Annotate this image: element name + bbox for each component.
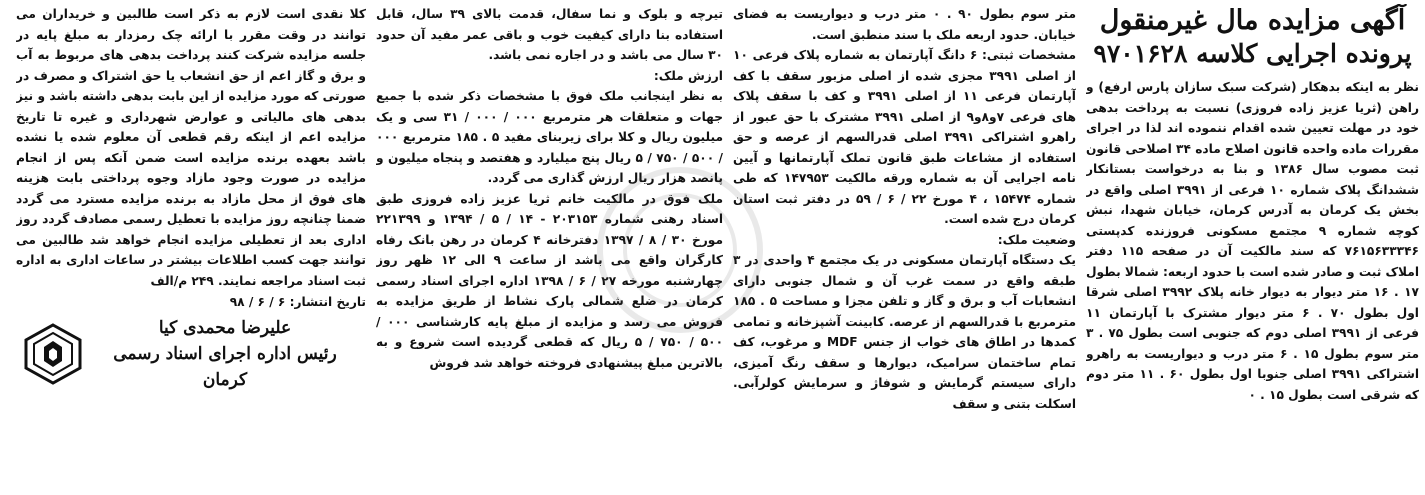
- signer-name: علیرضا محمدی کیا: [158, 318, 292, 338]
- signer-title: رئیس اداره اجرای اسناد رسمی: [113, 344, 337, 364]
- sabt-emblem-icon: [22, 323, 84, 385]
- property-status-continued: تیرچه و بلوک و نما سفال، قدمت بالای ۳۹ سال، قابل استفاده بنا دارای کیفیت خوب و باقی عمر مفید آن حدود ۳۰ سال می باشد و در اجاره نمی باشد.: [376, 7, 723, 62]
- column-2: [733, 4, 1076, 495]
- column-1: [1086, 4, 1419, 495]
- notice-intro-paragraph: نظر به اینکه بدهکار (شرکت سبک سازان پارس ارفع) و راهن (ثریا عزیز زاده فروزی) نسبت به پرداخت بدهی خود در مهلت تعیین شده اقدام ننموده اند لذا در اجرای مقررات ماده واحده قانون اصلاح ماده ۳۴ اصلاحی قانون ثبت مصوب سال ۱۳۸۶ و بنا به درخواست بستانکار ششدانگ پلاک شماره ۱۰ فرعی از ۳۹۹۱ اصلی واقع در بخش یک کرمان به آدرس کرمان، خیابان شهدا، نبش کوچه شماره ۹ مجتمع مسکونی فروزنده کدپستی ۷۶۱۵۶۳۳۳۴۶ که سند مالکیت آن در صفحه ۱۱۵ دفتر املاک ثبت و صادر شده است با حدود اربعه: شمالا بطول ۱۷ . ۱۶ متر دیوار به دیوار خانه پلاک ۳۹۹۲ اصلی شرقا اول بطول ۷۰ . ۶ متر دیوار مشترک با آپارتمان ۱۱ فرعی از ۳۹۹۱ اصلی دوم که جنوبی است بطول ۷۵ . ۳ متر سوم بطول ۱۵ . ۶ متر درب و دیواریست به راهرو اشتراکی ۳۹۹۱ اصلی جنوبا اول بطول ۶۰ . ۱۱ متر دوم که شرقی است بطول ۱۵ . ۰: [1086, 80, 1419, 402]
- boundaries-continued: متر سوم بطول ۹۰ . ۰ متر درب و دیواریست به فضای خیابان. حدود اربعه ملک با سند منطبق است.: [733, 7, 1076, 42]
- registration-details: مشخصات ثبتی: ۶ دانگ آپارتمان به شماره پلاک فرعی ۱۰ از اصلی ۳۹۹۱ مجزی شده از اصلی مزبور سقف با کف آپارتمان فرعی ۱۱ از اصلی ۳۹۹۱ و کف با سقف پلاک های فرعی ۷و۸و۹ از اصلی ۳۹۹۱ مشترک با حق عبور از راهرو اشتراکی ۳۹۹۱ اصلی قدرالسهم از عرصه و حق استفاده از مشاعات طبق قانون تملک آپارتمانها و آیین نامه اجرایی آن به شماره ورقه مالکیت ۱۴۷۹۵۳ که طی شماره ۱۵۴۷۴ ، ۴ مورخ ۲۲ / ۶ / ۵۹ در دفتر ثبت استان کرمان درج شده است.: [733, 48, 1076, 226]
- notice-title: آگهی مزایده مال غیرمنقول: [1099, 5, 1406, 36]
- case-number: پرونده اجرایی کلاسه ۹۷۰۱۶۲۸: [1093, 38, 1412, 68]
- property-status-text: یک دستگاه آپارتمان مسکونی در یک مجتمع ۴ واحدی در ۳ طبقه واقع در سمت غرب آن و شمال جنوبی دارای انشعابات آب و برق و گاز و تلفن مجزا و مساحت ۵ . ۱۸۵ مترمربع با قدرالسهم از عرصه. کابینت آشپزخانه و تمامی کمدها در اطاق های خواب از جنس MDF و مرغوب، کف تمام ساختمان سرامیک، دیوارها و سقف رنگ آمیزی، دارای سیستم گرمایش و شوفاژ و سرمایش کولرآبی. اسکلت بتنی و سقف: [733, 253, 1076, 411]
- property-value-heading: ارزش ملک:: [653, 68, 723, 83]
- publish-date: تاریخ انتشار: ۶ / ۶ / ۹۸: [229, 295, 366, 309]
- property-status-heading: وضعیت ملک:: [997, 232, 1076, 247]
- column-3: [376, 4, 723, 495]
- signature-block: [16, 315, 366, 393]
- signer-city: کرمان: [202, 370, 248, 390]
- payment-conditions-text: کلا نقدی است لازم به ذکر است طالبین و خریداران می توانند در وقت مقرر با ارائه چک رمزدار به مبلغ پایه در جلسه مزایده شرکت کنند پرداخت بدهی های مربوط به آب و برق و گاز اعم از حق انشعاب یا حق اشتراک و مصرف در صورتی که مورد مزایده از این بابت بدهی داشته باشد و نیز بدهی های مالیاتی و عوارض شهرداری و غیره تا تاریخ مزایده اعم از اینکه رقم قطعی آن معلوم شده یا نشده باشد بعهده برنده مزایده است ضمن آنکه پس از انجام مزایده در صورت وجود مازاد وجوه پرداختی بابت هزینه های فوق از محل مازاد به برنده مزایده مسترد می گردد ضمنا چنانچه روز مزایده با تعطیل رسمی مصادف گردد روز اداری بعد از تعطیلی مزایده انجام خواهد شد طالبین می توانند جهت کسب اطلاعات بیشتر در ساعات اداری به اداره ثبت اسناد مراجعه نمایند. ۲۴۹ م/الف: [16, 7, 366, 288]
- column-4: [16, 4, 366, 495]
- auction-terms-text: ملک فوق در مالکیت خانم ثریا عزیز زاده فروزی طبق اسناد رهنی شماره ۲۰۳۱۵۳ - ۱۴ / ۵ / ۱۳۹۴ و ۲۲۱۳۹۹ مورخ ۳۰ / ۸ / ۱۳۹۷ دفترخانه ۴ کرمان در رهن بانک رفاه کارگران واقع می باشد از ساعت ۹ الی ۱۲ ظهر روز چهارشنبه مورخه ۲۷ / ۶ / ۱۳۹۸ اداره اجرای اسناد رسمی کرمان در ضلع شمالی پارک نشاط از طریق مزایده به فروش می رسد و مزایده از مبلغ پایه کارشناسی ۰۰۰ / ۵۰۰ / ۷۵۰ / ۵ ریال که قطعی گردیده است شروع و به بالاترین مبلغ پیشنهادی فروخته خواهد شد فروش: [376, 191, 723, 370]
- property-value-text: به نظر اینجانب ملک فوق با مشخصات ذکر شده با جمیع جهات و متعلقات هر مترمربع ۰۰۰ / ۰۰۰ / ۳۱ سی و یک میلیون ریال و کلا برای زیربنای مفید ۵ . ۱۸۵ مترمربع ۰۰۰ / ۵۰۰ / ۷۵۰ / ۵ ریال پنج میلیارد و هفتصد و پنجاه میلیون و پانصد هزار ریال ارزش گذاری می گردد.: [376, 89, 723, 185]
